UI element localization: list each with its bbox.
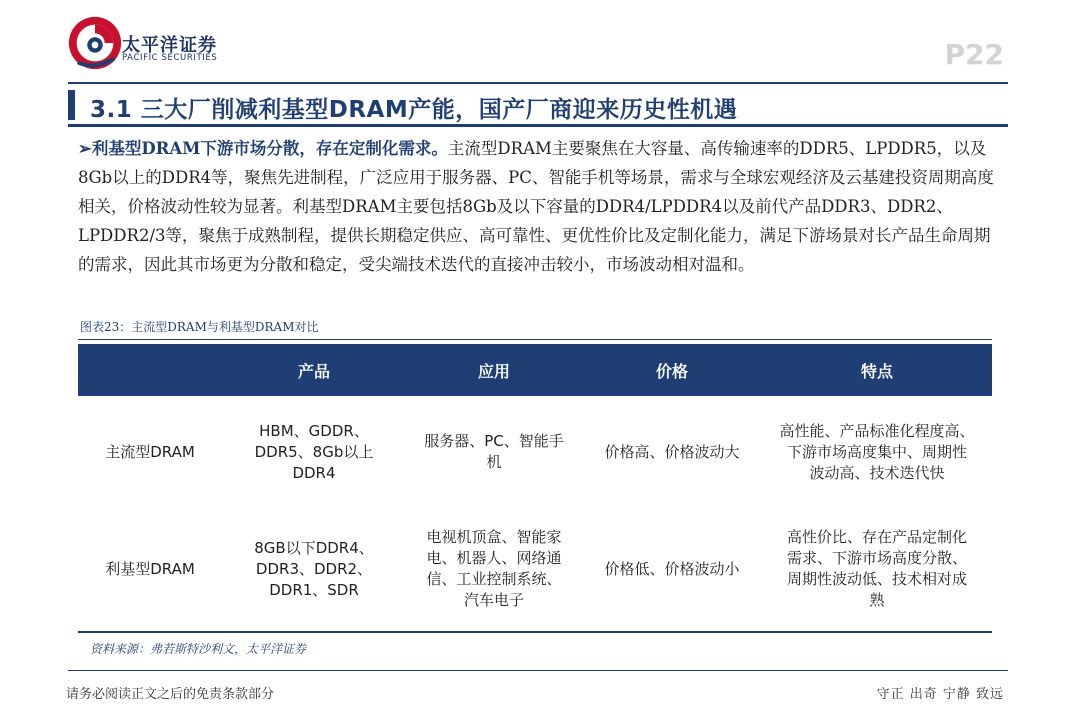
row-name: 利基型DRAM [105,559,195,578]
source-note: 资料来源：弗若斯特沙利文，太平洋证券 [90,642,307,656]
bullet-arrow-icon: ➢ [78,139,92,158]
footer-disclaimer: 请务必阅读正文之后的免责条款部分 [66,687,275,702]
table-header [78,344,992,396]
figure-caption: 图表23：主流型DRAM与利基型DRAM对比 [80,320,319,334]
paragraph-text: 主流型DRAM主要聚焦在大容量、高传输速率的DDR5、LPDDR5，以及8Gb以上的DDR4等，聚焦先进制程，广泛应用于服务器、PC、智能手机等场景，需求与全球宏观经济及云基建投资周期高度相关，价格波动性较为显著。利基型DRAM主要包括8Gb及以下容量的DDR4/LPDDR4以及前代产品DDR3、DDR2、LPDDR2/3等，聚焦于成熟制程，提供长期稳定供应、高可靠性、更优性价比及定制化能力，满足下游场景对长产品生命周期的需求，因此其市场更为分散和稳定，受尖端技术迭代的直接冲击较小，市场波动相对温和。 [78,139,994,274]
features-cell: 高性能、产品标准化程度高、 下游市场高度集中、周期性 波动高、技术迭代快 [779,421,975,482]
price-cell: 价格低、价格波动小 [604,559,740,578]
body-paragraph [78,134,1006,279]
page-number: P22 [944,38,1004,71]
table-bottom-rule [78,631,992,633]
product-cell: HBM、GDDR、 DDR5、8Gb以上 DDR4 [254,421,374,482]
title-top-rule [68,82,1008,84]
features-cell: 高性价比、存在产品定制化 需求、下游市场高度分散、 周期性波动低、技术相对成 熟 [786,528,967,609]
header-cell-price: 价格 [655,361,688,381]
table-top-rule [78,339,992,340]
application-cell: 电视机顶盒、智能家 电、机器人、网络通 信、工业控制系统、 汽车电子 [426,528,562,609]
section-title: 3.1 三大厂削减利基型DRAM产能，国产厂商迎来历史性机遇 [90,97,738,123]
application-cell: 服务器、PC、智能手 机 [424,432,564,471]
footer-rule [68,670,1008,671]
brand-name-en: PACIFIC SECURITIES [122,53,218,63]
product-cell: 8GB以下DDR4、 DDR3、DDR2、 DDR1、SDR [254,538,374,599]
paragraph-lead: 利基型DRAM下游市场分散，存在定制化需求。 [91,139,448,158]
price-cell: 价格高、价格波动大 [604,442,740,461]
header-cell-blank [78,344,222,396]
pacific-securities-logo [66,14,124,72]
table-row-niche [78,508,992,630]
title-bottom-rule [68,124,1008,127]
header-cell-product: 产品 [297,361,330,381]
header-cell-application: 应用 [477,361,510,381]
row-name: 主流型DRAM [105,442,195,461]
table-row-mainstream [78,396,992,508]
header-cell-features: 特点 [860,361,893,381]
brand-name-cn: 太平洋证券 [122,35,217,56]
footer-motto: 守正 出奇 宁静 致远 [876,687,1004,702]
title-accent-bar [68,90,75,120]
